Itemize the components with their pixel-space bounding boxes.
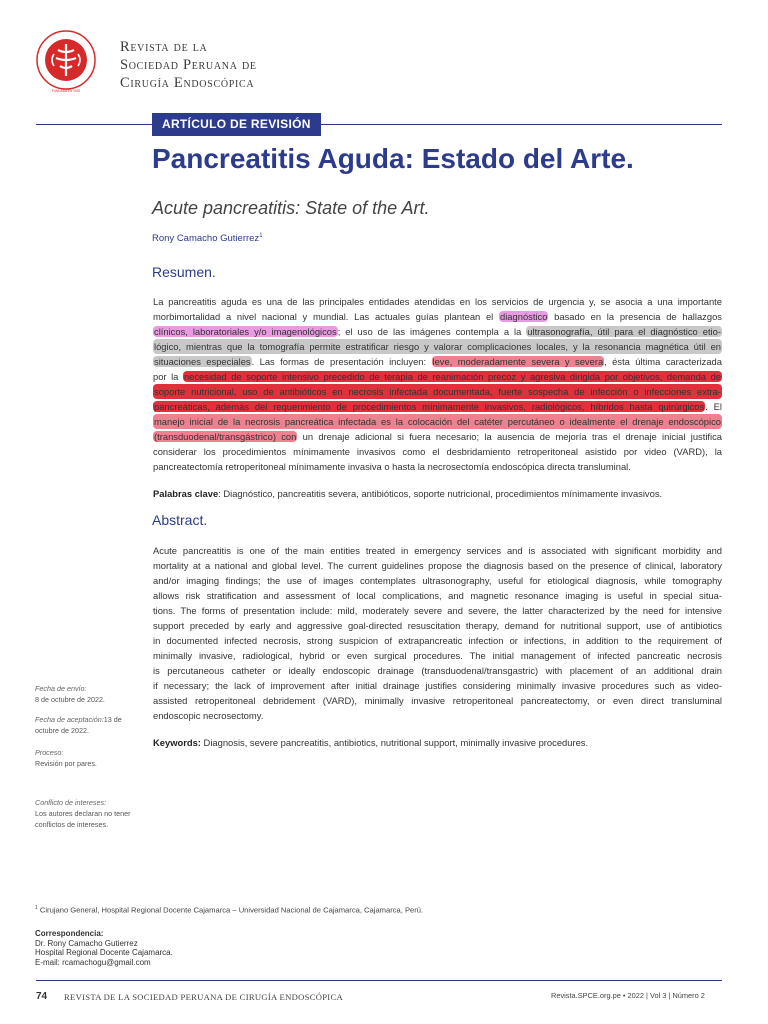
resumen-line: pancreatectomía retroperitoneal mínimamente invasiva o hasta la necrosectomía endoscópica directa transluminal. (153, 461, 631, 472)
author-name: Rony Camacho Gutierrez (152, 233, 260, 245)
highlight-diagnostico: diagnóstico (500, 311, 548, 322)
correspondence (35, 929, 173, 967)
highlight-manejo-end: (transduodenal/transgástrico) con (154, 431, 297, 442)
resumen-line: considerar los procedimientos mínimamente invasivos como el desbridamiento retroperitoneal asistido por video (VARD), la (153, 446, 722, 457)
resumen-line: lógico, mientras que la tomografía permite estratificar riesgo y valorar complicaciones locales, y la resonancia magnética útil en (154, 341, 721, 352)
sidebar-conflicto: Conflicto de intereses: Los autores declaran no tener conflictos de intereses. (35, 798, 131, 829)
journal-name-line-2: Sociedad Peruana de (120, 57, 257, 73)
resumen-body (153, 294, 722, 474)
resumen-heading: Resumen. (152, 264, 216, 280)
bottom-divider (36, 980, 722, 981)
keywords: Keywords: Diagnosis, severe pancreatitis, antibiotics, nutritional support, minimally invasive procedures. (153, 737, 589, 748)
highlight-formas: leve, moderadamente severa y severa (432, 356, 604, 367)
resumen-line: situaciones especiales. Las formas de presentación incluyen: leve, moderadamente severa y severa, ésta última caracterizada (154, 356, 722, 367)
journal-name-line-3: Cirugía Endoscópica (120, 75, 255, 91)
abstract-line: Acute pancreatitis is one of the main entities treated in emergency services and is associated with significant morbidity and (153, 545, 722, 556)
abstract-line: mortality at a national and global level. The current guidelines propose the diagnosis based on the presence of clinical, laboratory (153, 560, 722, 571)
correspondence-name: Dr. Rony Camacho Gutierrez (35, 938, 138, 948)
logo-founded-text: FUNDADA EN 1992 (51, 89, 81, 93)
abstract-line: support preceded by early and aggressive goal-directed resuscitation therapy, demand for nutritional support, use of antibiotics (153, 620, 722, 631)
sidebar-fecha-envio: Fecha de envío: 8 de octubre de 2022. (35, 684, 105, 704)
abstract-body (153, 543, 722, 723)
resumen-line: morbimortalidad a nivel nacional y mundial. Las actuales guías plantean el diagnóstico basado en la presencia de hallazgos (153, 311, 722, 322)
resumen-line: soporte nutricional, uso de antibióticos en necrosis infectada documentada, fuerte sospecha de infección o infecciones extra- (154, 386, 721, 397)
highlight-situaciones: situaciones especiales (154, 356, 251, 367)
footer-journal-name: REVISTA DE LA SOCIEDAD PERUANA DE CIRUGÍA ENDOSCÓPICA (64, 992, 344, 1002)
highlight-hallazgos: clínicos, laboratoriales y/o imagenológicos (154, 326, 337, 337)
abstract-heading: Abstract. (152, 512, 208, 528)
page-number: 74 (36, 991, 48, 1002)
abstract-line: in documented infected necrosis, strong suspicion of extrapancreatic infection or infections, in addition to the requirement of (153, 635, 722, 646)
journal-name-line-1: Revista de la (120, 39, 208, 55)
author-affiliation-marker: 1 (259, 233, 263, 239)
sidebar-fecha-aceptacion: Fecha de aceptación:13 de octubre de 2022. (35, 715, 122, 735)
journal-name (120, 38, 257, 92)
article-title: Pancreatitis Aguda: Estado del Arte. (152, 143, 634, 174)
resumen-line: manejo inicial de la necrosis pancreática infectada es la colocación del catéter percutáneo o idealmente el drenaje endoscópico (154, 416, 721, 427)
abstract-line: is percutaneous catheter or ideally endoscopic drainage (transduodenal/transgastric) with placement of an additional drain (153, 665, 722, 676)
top-divider (36, 124, 722, 125)
highlight-severa: necesidad de soporte intensivo precedido de terapia de reanimación precoz y agresiva dirigida por objetivos, demanda de (183, 371, 721, 382)
section-tag: ARTÍCULO DE REVISIÓN (152, 113, 321, 136)
resumen-line: pancreáticas, además del requerimiento de procedimientos mínimamente invasivos, radiológicos, híbridos hasta quirúrgicos. El (154, 401, 723, 412)
highlight-imagenes: ultrasonografía, útil para el diagnóstico etio- (527, 326, 721, 337)
abstract-line: minimally invasive, radiological, hybrid or even surgical procedures. The initial management of infected pancreatic necrosis (153, 650, 722, 661)
article-subtitle: Acute pancreatitis: State of the Art. (152, 198, 430, 218)
abstract-line: assisted retroperitoneal debridement (VARD), minimally invasive retroperitoneal pancreatectomy, or even direct transluminal (153, 695, 722, 706)
highlight-severa-end: pancreáticas, además del requerimiento de procedimientos mínimamente invasivos, radiológicos, híbridos hasta quirúrgicos (154, 401, 705, 412)
resumen-line: (transduodenal/transgástrico) con un drenaje adicional si fuera necesario; la ausencia de mejoría tras el drenaje inicial justifica (154, 431, 722, 442)
correspondence-label: Correspondencia: (35, 929, 104, 938)
correspondence-email: E-mail: rcamachogu@gmail.com (35, 957, 151, 967)
footer-issue-info: Revista.SPCE.org.pe • 2022 | Vol 3 | Número 2 (551, 991, 705, 1000)
palabras-clave: Palabras clave: Diagnóstico, pancreatitis severa, antibióticos, soporte nutricional, procedimientos mínimamente invasivos. (153, 488, 663, 499)
abstract-line: tions. The forms of presentation include: mild, moderately severe and severe, the latter characterized by the need for intensive (153, 605, 722, 616)
resumen-line: por la necesidad de soporte intensivo precedido de terapia de reanimación precoz y agresiva dirigida por objetivos, demanda de (153, 371, 721, 382)
resumen-line: La pancreatitis aguda es una de las principales entidades atendidas en los servicios de urgencia y, se asocia a una importante (153, 296, 722, 307)
resumen-line: clínicos, laboratoriales y/o imagenológicos; el uso de las imágenes contempla a la ultrasonografía, útil para el diagnóstico etio- (154, 326, 721, 337)
abstract-line: endoscopic necrosectomy. (153, 710, 264, 721)
correspondence-institution: Hospital Regional Docente Cajamarca. (35, 948, 173, 957)
abstract-line: allows risk stratification and assessment of local complications, and magnetic resonance imaging is useful in special situa- (153, 590, 722, 601)
sidebar-proceso: Proceso: Revisión por pares. (35, 748, 97, 768)
author-line (152, 233, 263, 244)
abstract-line: if necessary; the lack of improvement after initial drainage justifies considering minimally invasive procedures such as video- (153, 680, 722, 691)
affiliation-footnote: $^1$ Cirujano General, Hospital Regional Docente Cajamarca – Universidad Nacional de Cajamarca, Cajamarca, Perú. (35, 905, 424, 915)
abstract-line: and/or imaging findings; the use of images contemplates ultrasonography, useful for etiological diagnosis, while tomography (153, 575, 722, 586)
society-logo (34, 24, 98, 96)
